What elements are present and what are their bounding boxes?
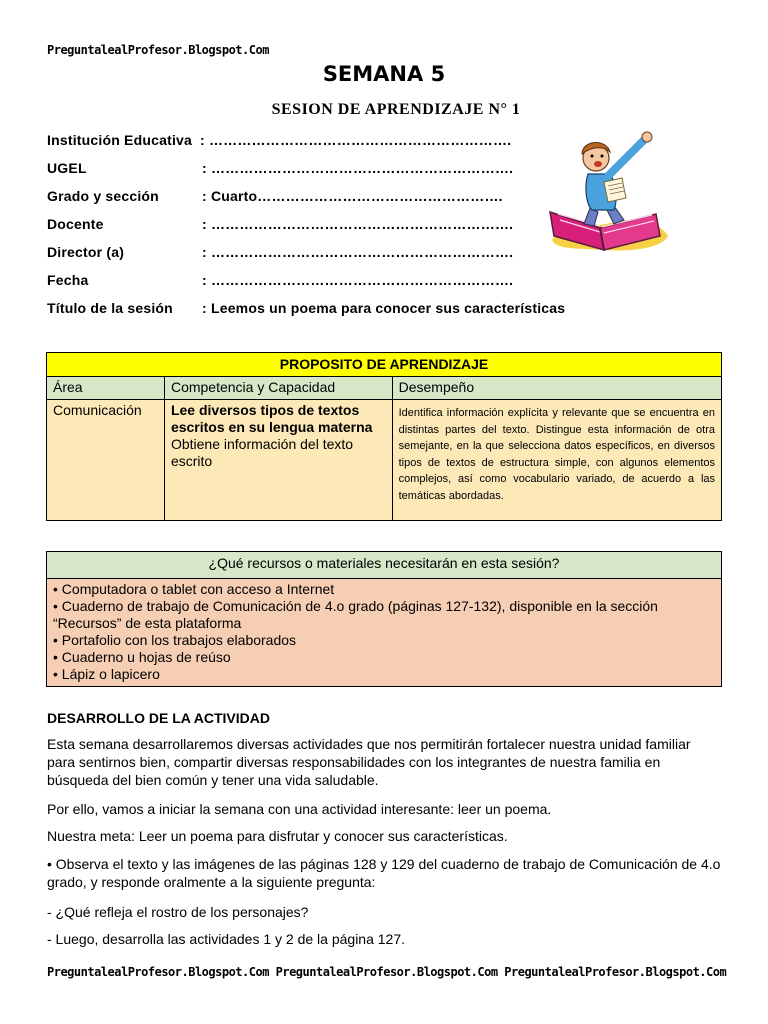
capacidad-text: Obtiene información del texto escrito [170,436,354,469]
info-titulo [47,300,565,316]
info-docente [47,216,513,232]
list-item: • Cuaderno de trabajo de Comunicación de 4.o grado (páginas 127-132), disponible en la sección “Recursos” de esta plataforma [53,598,658,631]
recursos-table [46,551,722,687]
info-value: : Leemos un poema para conocer sus características [202,300,566,316]
desarrollo-paragraph-6: - Luego, desarrolla las actividades 1 y 2 de la página 127. [47,931,406,947]
info-value: : ………………………………………………………. [202,272,514,288]
session-subtitle: SESION DE APRENDIZAJE N° 1 [271,101,521,118]
list-item: • Computadora o tablet con acceso a Internet [53,581,335,597]
info-label: Director (a) [47,244,125,260]
area-cell: Comunicación [47,400,165,521]
boy-reading-illustration-icon [544,128,670,254]
info-label: Docente [47,216,104,232]
proposito-table [46,352,722,521]
desarrollo-paragraph-5: - ¿Qué refleja el rostro de los personajes? [47,904,309,920]
recursos-question: ¿Qué recursos o materiales necesitarán en esta sesión? [47,552,722,579]
info-label: Institución Educativa [47,132,192,148]
proposito-heading: PROPOSITO DE APRENDIZAJE [47,353,722,377]
recursos-list [47,579,722,687]
info-value: : ………………………………………………………. [202,160,514,176]
info-ugel [47,160,513,176]
list-item: • Lápiz o lapicero [53,666,160,682]
site-footer: PreguntalealProfesor.Blogspot.Com PreguntalealProfesor.Blogspot.Com PreguntalealProfesor.Blogspot.Com [47,965,727,979]
desempeno-cell: Identifica información explícita y relevante que se encuentra en distintas partes del texto. Distingue esta información de otra semejante, en la que selecciona datos específicos, en diversos tipos de textos de estructura simple, con algunos elementos complejos, así como vocabulario variado, de acuerdo a las temáticas abordadas. [392,400,721,521]
info-label: Grado y sección [47,188,159,204]
info-director [47,244,513,260]
competencia-text: Lee diversos tipos de textos escritos en su lengua materna [170,402,373,435]
list-item: • Portafolio con los trabajos elaborados [53,632,297,648]
info-label: UGEL [47,160,87,176]
desarrollo-heading: DESARROLLO DE LA ACTIVIDAD [47,710,270,726]
info-value: : ………………………………………………………. [202,216,514,232]
col-area-header: Área [47,377,165,400]
info-label: Título de la sesión [47,300,173,316]
desarrollo-paragraph-1: Esta semana desarrollaremos diversas actividades que nos permitirán fortalecer nuestra unidad familiar para sentirnos bien, compartir diversas responsabilidades con los integrantes de nuestra familia en búsqueda del bien común y tener una vida saludable. [47,736,691,788]
info-institucion [47,132,511,148]
col-competencia-header: Competencia y Capacidad [164,377,392,400]
info-label: Fecha [47,272,89,288]
info-value: : Cuarto……………………………………………. [202,188,503,204]
info-grado [47,188,503,204]
list-item: • Cuaderno u hojas de reúso [53,649,231,665]
desarrollo-paragraph-3: Nuestra meta: Leer un poema para disfrutar y conocer sus características. [47,828,508,844]
info-value: : ………………………………………………………. [200,132,512,148]
competencia-cell [164,400,392,521]
info-fecha [47,272,513,288]
site-header: PreguntalealProfesor.Blogspot.Com [47,43,269,57]
desarrollo-paragraph-4: • Observa el texto y las imágenes de las páginas 128 y 129 del cuaderno de trabajo de Comunicación de 4.o grado, y responde oralmente a la siguiente pregunta: [47,856,721,890]
col-desempeno-header: Desempeño [392,377,721,400]
page-title: SEMANA 5 [322,62,446,86]
info-value: : ………………………………………………………. [202,244,514,260]
desarrollo-paragraph-2: Por ello, vamos a iniciar la semana con una actividad interesante: leer un poema. [47,801,552,817]
